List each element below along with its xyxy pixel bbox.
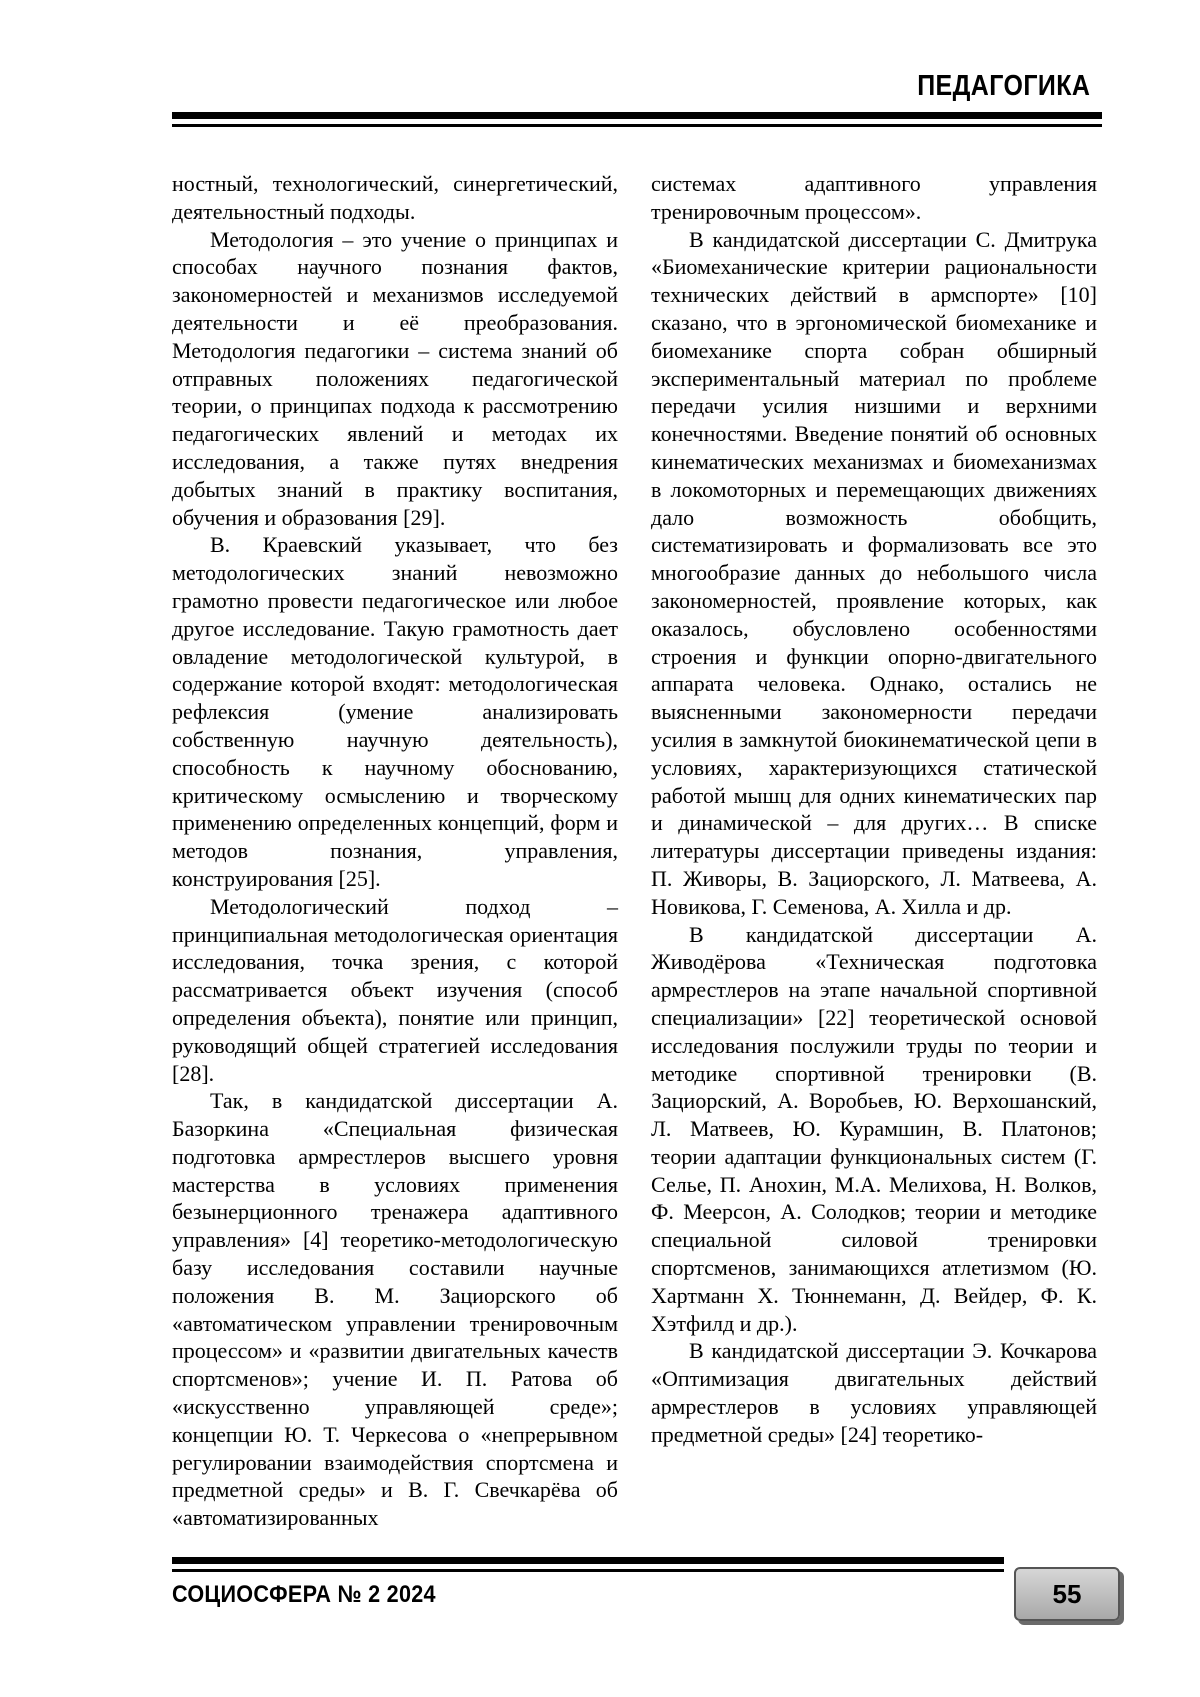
header-rule-thin [172, 124, 1102, 127]
paragraph: В. Краевский указывает, что без методологических знаний невозможно грамотно провести педагогическое или любое другое исследование. Такую грамотность дает овладение методологической культурой, в содержание которой входят: методологическая рефлексия (умение анализировать собственную научную деятельность), способность к научному обоснованию, критическому осмыслению и творческому применению определенных концепций, форм и методов познания, управления, конструирования [25]. [172, 532, 618, 891]
journal-name: СОЦИОСФЕРА № 2 2024 [172, 1581, 436, 1608]
footer-rule-thin [172, 1569, 1004, 1572]
paragraph: Так, в кандидатской диссертации А. Базоркина «Специальная физическая подготовка армрестлеров высшего уровня мастерства в условиях применения безынерционного тренажера адаптивного управления» [4] теоретико-методологическую базу исследования составили научные положения В. М. Зациорского об «автоматическом управлении тренировочным процессом» и «развитии двигательных качеств спортсменов»; учение И. П. Ратова об «искусственно управляющей среде»; концепции Ю. Т. Черкесова о «непрерывном регулировании взаимодействия спортсмена и предметной среды» и В. Г. Свечкарёва об «автоматизированных [172, 1088, 618, 1531]
paragraph: В кандидатской диссертации Э. Кочкарова «Оптимизация двигательных действий армрестлеров в условиях управляющей предметной среды» [24] теоретико- [651, 1338, 1097, 1447]
paragraph: Методологический подход – принципиальная методологическая ориентация исследования, точка зрения, с которой рассматривается объект изучения (способ определения объекта), понятие или принцип, руководящий общей стратегией исследования [28]. [172, 893, 618, 1086]
page-number: 55 [1014, 1567, 1120, 1621]
right-column [651, 170, 1097, 1449]
footer-rule-thick [172, 1557, 1004, 1564]
paragraph: Методология – это учение о принципах и способах научного познания фактов, закономерностей и механизмов исследуемой деятельности и её преобразования. Методология педагогики – система знаний об отправных положениях педагогической теории, о принципах подхода к рассмотрению педагогических явлений и методах их исследования, а также путях внедрения добытых знаний в практику воспитания, обучения и образования [29]. [172, 226, 618, 530]
header-rule-thick [172, 112, 1102, 119]
paragraph: системах адаптивного управления тренировочным процессом». [651, 171, 1097, 224]
section-title: ПЕДАГОГИКА [916, 70, 1090, 102]
paragraph: ностный, технологический, синергетический, деятельностный подходы. [172, 171, 618, 224]
paragraph: В кандидатской диссертации А. Живодёрова «Техническая подготовка армрестлеров на этапе начальной спортивной специализации» [22] теоретической основой исследования послужили труды по теории и методике спортивной тренировки (В. Зациорский, А. Воробьев, Ю. Верхошанский, Л. Матвеев, Ю. Курамшин, В. Платонов; теории адаптации функциональных систем (Г. Селье, П. Анохин, М.А. Мелихова, Н. Волков, Ф. Меерсон, А. Солодков; теории и методике специальной силовой тренировки спортсменов, занимающихся атлетизмом (Ю. Хартманн Х. Тюннеманн, Д. Вейдер, Ф. К. Хэтфилд и др.). [651, 921, 1097, 1336]
left-column [172, 170, 618, 1532]
paragraph: В кандидатской диссертации С. Дмитрука «Биомеханические критерии рациональности технических действий в армспорте» [10] сказано, что в эргономической биомеханике и биомеханике спорта собран обширный экспериментальный материал по проблеме передачи усилия низшими и верхними конечностями. Введение понятий об основных кинематических механизмах и биомеханизмах в локомоторных и перемещающих движениях дало возможность обобщить, систематизировать и формализовать все это многообразие данных до небольшого числа закономерностей, проявление которых, как оказалось, обусловлено особенностями строения и функции опорно-двигательного аппарата человека. Однако, остались не выясненными закономерности передачи усилия в замкнутой биокинематической цепи в условиях, характеризующихся статической работой мышц для одних кинематических пар и динамической – для других… В списке литературы диссертации приведены издания: П. Живоры, В. Зациорского, Л. Матвеева, А. Новикова, Г. Семенова, А. Хилла и др. [651, 226, 1097, 919]
